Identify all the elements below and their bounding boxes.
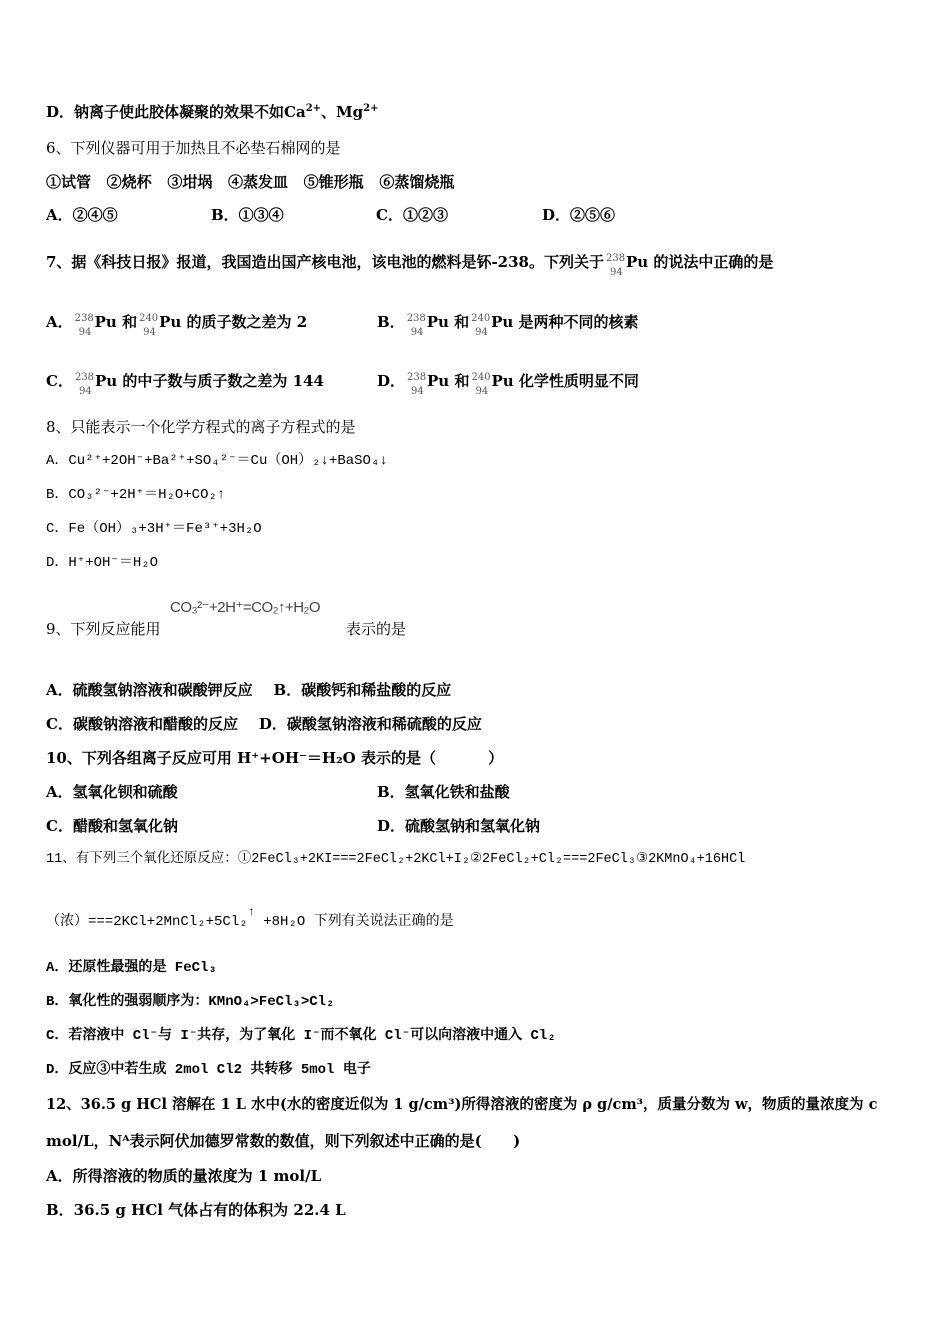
q7-option-a	[46, 312, 308, 338]
stem-text: 7、据《科技日报》报道，我国造出国产核电池，该电池的燃料是钚-238。下列关于	[46, 253, 604, 271]
option-text: 和	[122, 313, 138, 331]
option-label: B．	[377, 313, 405, 331]
q10-option-c: C．醋酸和氢氧化钠	[46, 817, 178, 835]
mass-number: 238	[406, 313, 426, 324]
q7-stem	[46, 252, 774, 278]
q10-option-d: D．硫酸氢钠和氢氧化钠	[377, 817, 541, 835]
q11-option-d: D．反应③中若生成 2mol Cl2 共转移 5mol 电子	[46, 1062, 371, 1078]
option-label: C．	[46, 372, 73, 390]
atomic-number: 94	[609, 267, 623, 278]
q6-option-c: C．①②③	[376, 206, 448, 224]
mass-number: 240	[471, 372, 491, 383]
option-text: 、Mg	[321, 103, 364, 121]
q9-equation-image: CO₃²⁻+2H⁺=CO₂↑+H₂O	[170, 599, 321, 616]
q12-stem-a: 12、36.5 g HCl 溶解在 1 L 水中(水的密度近似为 1 g/cm³)所得溶液的密度为 ρ g/cm³，质量分数为 w，物质的量浓度为 c	[46, 1096, 878, 1113]
q12-option-b: B．36.5 g HCl 气体占有的体积为 22.4 L	[46, 1201, 346, 1219]
mass-number: 238	[407, 372, 427, 383]
mass-number: 238	[74, 372, 95, 383]
atomic-number: 94	[78, 327, 92, 338]
q9-stem-a: 9、下列反应能用	[46, 620, 161, 638]
atomic-number: 94	[411, 386, 424, 397]
atomic-number: 94	[410, 327, 424, 338]
q7-option-c	[46, 371, 324, 397]
option-text: Pu 的中子数与质子数之差为 144	[94, 372, 324, 390]
option-text: Pu 化学性质明显不同	[491, 372, 639, 390]
q6-option-b: B．①③④	[211, 206, 284, 224]
q12-stem-b: mol/L，Nᴬ表示阿伏加德罗常数的数值，则下列叙述中正确的是( )	[46, 1132, 521, 1150]
option-label: D．	[377, 372, 406, 390]
q11-option-a: A．还原性最强的是 FeCl₃	[46, 960, 217, 976]
q11-stem-a: 11、有下列三个氧化还原反应：①2FeCl₃+2KI===2FeCl₂+2KCl+I₂②2FeCl₂+Cl₂===2FeCl₃③2KMnO₄+16HCl	[46, 852, 746, 867]
atomic-number: 94	[475, 327, 488, 338]
atomic-number: 94	[78, 386, 92, 397]
option-label: A．	[46, 313, 73, 331]
q8-option-a: A．Cu²⁺+2OH⁻+Ba²⁺+SO₄²⁻＝Cu（OH）₂↓+BaSO₄↓	[46, 453, 388, 469]
q10-options-ab	[46, 782, 926, 802]
q7-options-ab	[46, 312, 926, 338]
q9-options-cd: C．碳酸钠溶液和醋酸的反应 D．碳酸氢钠溶液和稀硫酸的反应	[46, 715, 482, 733]
q6-stem: 6、下列仪器可用于加热且不必垫石棉网的是	[46, 139, 341, 157]
q7-option-b	[377, 312, 639, 338]
q6-options	[46, 205, 926, 225]
mass-number: 238	[605, 253, 626, 264]
q7-option-d	[377, 371, 639, 397]
q5-option-d	[46, 102, 378, 122]
option-text: 和	[454, 313, 470, 331]
stem-text: （浓）===2KCl+2MnCl₂+5Cl₂	[46, 914, 248, 930]
mass-number: 240	[471, 313, 491, 324]
option-label: D．	[46, 103, 75, 121]
q6-items: ①试管 ②烧杯 ③坩埚 ④蒸发皿 ⑤锥形瓶 ⑥蒸馏烧瓶	[46, 173, 455, 191]
option-text: 钠离子使此胶体凝聚的效果不如Ca	[74, 103, 306, 121]
element-symbol: Pu	[427, 372, 450, 390]
q12-option-a: A．所得溶液的物质的量浓度为 1 mol/L	[46, 1167, 322, 1185]
q10-options-cd	[46, 816, 926, 836]
element-symbol: Pu	[94, 313, 117, 331]
superscript: 2+	[363, 103, 379, 114]
atomic-number: 94	[475, 386, 489, 397]
stem-text: +8H₂O 下列有关说法正确的是	[254, 914, 454, 930]
q8-option-d: D．H⁺+OH⁻＝H₂O	[46, 555, 159, 571]
q9-stem-b: 表示的是	[346, 620, 407, 638]
mass-number: 240	[139, 313, 159, 324]
superscript: 2+	[305, 103, 322, 114]
atomic-number: 94	[143, 327, 156, 338]
q10-stem: 10、下列各组离子反应可用 H⁺+OH⁻＝H₂O 表示的是（ ）	[46, 749, 504, 767]
option-text: 和	[454, 372, 470, 390]
q7-options-cd	[46, 371, 926, 397]
option-text: Pu 的质子数之差为 2	[159, 313, 308, 331]
mass-number: 238	[74, 313, 94, 324]
q6-option-a: A．②④⑤	[46, 206, 118, 224]
element-symbol: Pu	[426, 313, 449, 331]
gas-arrow: ↑	[247, 905, 255, 919]
q10-option-b: B．氢氧化铁和盐酸	[377, 783, 510, 801]
q8-option-b: B．CO₃²⁻+2H⁺＝H₂O+CO₂↑	[46, 487, 226, 503]
q11-option-c: C．若溶液中 Cl⁻与 I⁻共存，为了氧化 I⁻而不氧化 Cl⁻可以向溶液中通入 Cl₂	[46, 1028, 556, 1044]
stem-text: Pu 的说法中正确的是	[625, 253, 774, 271]
q11-stem-b	[46, 905, 454, 932]
q8-option-c: C．Fe（OH）₃+3H⁺＝Fe³⁺+3H₂O	[46, 521, 262, 537]
q8-stem: 8、只能表示一个化学方程式的离子方程式的是	[46, 418, 356, 436]
q9-options-ab: A．硫酸氢钠溶液和碳酸钾反应 B．碳酸钙和稀盐酸的反应	[46, 681, 452, 699]
option-text: Pu 是两种不同的核素	[491, 313, 639, 331]
q10-option-a: A．氢氧化钡和硫酸	[46, 783, 178, 801]
q11-option-b: B．氧化性的强弱顺序为：KMnO₄>FeCl₃>Cl₂	[46, 994, 335, 1010]
q6-option-d: D．②⑤⑥	[542, 206, 616, 224]
